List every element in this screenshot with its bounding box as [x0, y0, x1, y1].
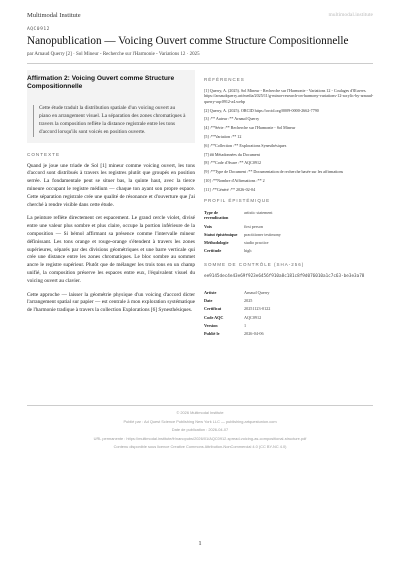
reference-item: [4] :**Série :** Recherche sur l'Harmonie - Sol Mineur — [204, 125, 296, 131]
reference-item: [5] :**Variation :** 12 — [204, 134, 242, 139]
affirmation-title: Affirmation 2: Voicing Ouvert comme Structure Compositionnelle — [27, 75, 175, 90]
metadata-key: Publié le — [204, 331, 220, 337]
affirmation-box — [27, 70, 195, 143]
reference-item: [9] :**Type de Document :** Documentation de recherche basée sur les affirmations — [204, 169, 344, 175]
context-paragraph: La peinture reflète directement cet espacement. Le grand cercle violet, divisé entre une valeur plus sombre et plus claire, occupe la portion inférieure de la composition — Si bémol affirmant sa présence comme l'intervalle mineur définissant. Les tons orange et rouge-orange s'étendent à travers les zones supérieures, séparés par des divisions géométriques et une barre verticale qui crée une distance entre les zones chromatiques. Le bloc sombre au sommet ancre le registre supérieur. Plutôt que de mélanger les trois tons en un champ unifié, la composition préserve les espaces entre eux, l'équivalent visuel du voicing ouvert au clavier. — [27, 215, 195, 284]
metadata-value: 20251123-0122 — [244, 306, 271, 312]
metadata-value: Arnaud Querry — [244, 290, 270, 295]
reference-item: [3] :** Auteur :** Arnaud Querry — [204, 116, 260, 122]
metadata-value: 2025 — [244, 298, 253, 304]
footer-date: Date de publication : 2026-04-07 — [171, 427, 229, 432]
header-divider — [27, 63, 373, 64]
footer-permalink[interactable]: URL permanente : https://multimodal.institute/fr/nanopubs/2026/01/AQC0912-spread-voicing-as-compositional-structure.pdf — [93, 435, 307, 441]
checksum-label: SOMME DE CONTRÔLE (SHA-256) — [204, 262, 305, 268]
main-column — [27, 70, 195, 320]
metadata-key: Certificat — [204, 306, 222, 312]
epistemic-key: Type de revendication — [204, 210, 229, 221]
metadata-value: AQC0912 — [244, 314, 262, 320]
brand-name: Multimodal Institute — [27, 12, 81, 19]
context-paragraph: Cette approche — laisser la géométrie physique d'un voicing d'accord dicter l'arrangement spatial sur papier — est centrale à mon exploration systématique de l'harmonie tradique à travers la collection Explorations [6] Synesthésiques. — [27, 291, 195, 314]
footer-copyright: © 2026 Multimodal Institute — [176, 410, 224, 415]
page-footer — [27, 405, 373, 452]
side-column — [204, 77, 376, 336]
reference-item[interactable]: [1] Querry, A. (2025). Sol Mineur - Recherche sur l'Harmonie - Variations 12 - Coulages d'Œuvres. https://arnaudquerry.art/media/2025/11/g-minor-research-on-harmony-variations-12-acrylic-by-arnaud-querry-aqc0912-a4.webp — [204, 88, 374, 104]
epistemic-key: Certitude — [204, 248, 222, 254]
epistemic-value: high — [244, 248, 252, 254]
metadata-key: Date — [204, 298, 213, 304]
byline: par Arnaud Querry [2] · Sol Mineur - Recherche sur l'Harmonie - Variations 12 · 2025 — [27, 52, 200, 57]
epistemic-table — [204, 210, 376, 253]
footer-license: Contenu disponible sous licence Creative Commons Attribution-NonCommercial 4.0 (CC BY-NC 4.0) — [113, 444, 287, 449]
metadata-table — [204, 290, 376, 336]
epistemic-key: Méthodologie — [204, 240, 229, 245]
reference-item: [10] :**Nombre d'Affirmations :** 2 — [204, 177, 265, 183]
metadata-key: Version — [204, 322, 218, 328]
references-label: RÉFÉRENCES — [204, 77, 245, 82]
epistemic-value: artistic statement — [244, 210, 273, 216]
reference-item: [7] ## Métadonnées du Document — [204, 151, 260, 157]
epistemic-key: Statut épistémique — [204, 231, 238, 237]
reference-item: [11] :**Généré :** 2026-02-04 — [204, 186, 256, 192]
reference-item: [6] :**Collection :** Explorations Synesthésiques — [204, 142, 287, 148]
page-number: 1 — [198, 540, 202, 547]
reference-item: [8] :**Code d'Avare :** AQC0912 — [204, 160, 262, 166]
epistemic-label: PROFIL ÉPISTÉMIQUE — [204, 198, 271, 204]
reference-item[interactable]: [2] Querry, A. (2025). ORCID https://orcid.org/0009-0000-2662-7790 — [204, 107, 319, 113]
metadata-key: Artiste — [204, 290, 217, 295]
footer-publisher[interactable]: Publié par : Ad Quest Science Publishing New York LLC — publishing.artquestunion.com — [123, 418, 277, 424]
metadata-value: 2026-04-06 — [244, 331, 264, 337]
brand-url[interactable]: multimodal.institute — [328, 12, 373, 18]
context-label: CONTEXTE — [27, 151, 61, 157]
epistemic-value: practitioner testimony — [244, 231, 281, 237]
abstract-quote: Cette étude traduit la distribution spatiale d'un voicing ouvert au piano en arrangement visuel. La séparation des zones chromatiques à travers la composition reflète la distance registrale entre les tons d'accord lorsqu'ils sont voicés en position ouverte. — [33, 105, 186, 137]
context-paragraph: Quand je joue une triade de Sol [1] mineur comme voicing ouvert, les tons d'accord sont distribués à travers les registres plutôt que groupés en position serrée. La fondamentale peut se situer bas, la quinte haut, avec la tierce mineure occupant le registre médium — chaque ton ayant son propre espace. Cette séparation registrale crée une qualité de résonance et d'ouverture que j'ai cherché à rendre visible dans cette étude. — [27, 162, 195, 208]
metadata-key: Code AQC — [204, 314, 224, 320]
epistemic-key: Voix — [204, 223, 212, 229]
checksum-value: ee9145dec4e43e69f923e6456f910a8c181c8f9d076010a1c7c63-be3e3a78 — [204, 274, 365, 280]
document-id: AQC0912 — [27, 27, 50, 32]
page-title: Nanopublication — Voicing Ouvert comme Structure Compositionnelle — [27, 35, 349, 47]
metadata-value: 1 — [244, 322, 247, 328]
epistemic-value: first person — [244, 223, 263, 229]
epistemic-value: studio practice — [244, 240, 269, 245]
top-bar — [27, 12, 373, 24]
reference-list — [204, 88, 376, 192]
